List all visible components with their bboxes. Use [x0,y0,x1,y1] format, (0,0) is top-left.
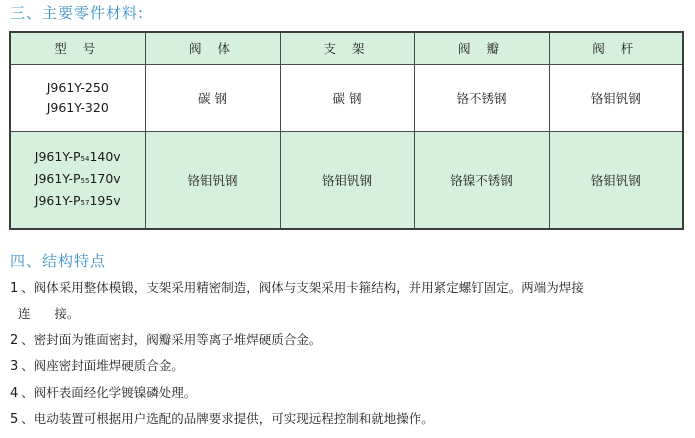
model-cell [10,131,145,229]
material-cell: 铬钼钒钢 [549,131,683,229]
materials-table [9,31,684,230]
table-row [10,131,683,229]
header-body: 阀 体 [145,32,280,64]
feature-item: 4 、阀杆表面经化学镀镍磷处理。 [10,385,197,401]
header-stem: 阀 杆 [549,32,683,64]
model-name: J961Y-250 [46,79,109,95]
feature-item: 1 、阀体采用整体模锻，支架采用精密制造，阀体与支架采用卡箍结构，并用紧定螺钉固定。两端为焊接 [10,280,584,296]
material-cell: 铬钼钒钢 [280,131,414,229]
table-header-row [10,32,683,64]
model-name: J961Y-P55170v [34,170,121,186]
feature-item: 5 、电动装置可根据用户选配的品牌要求提供，可实现远程控制和就地操作。 [10,411,434,427]
model-name: J961Y-P54140v [34,148,121,164]
table-row [10,64,683,131]
material-cell: 铬钼钒钢 [145,131,280,229]
material-cell: 铬不锈钢 [414,64,549,131]
model-name: J961Y-320 [46,99,109,115]
material-cell: 碳 钢 [280,64,414,131]
header-disc: 阀 瓣 [414,32,549,64]
section-title-materials: 三、主要零件材料: [10,4,145,22]
model-name: J961Y-P57195v [34,192,121,208]
material-cell: 铬镍不锈钢 [414,131,549,229]
feature-item: 2 、密封面为锥面密封，阀瓣采用等离子堆焊硬质合金。 [10,332,322,348]
feature-item-continuation: 连 接。 [18,306,80,321]
model-cell [10,64,145,131]
feature-item: 3 、阀座密封面堆焊硬质合金。 [10,358,184,374]
section-title-features: 四、结构特点 [10,252,107,270]
header-model: 型 号 [10,32,145,64]
header-bracket: 支 架 [280,32,414,64]
material-cell: 铬钼钒钢 [549,64,683,131]
material-cell: 碳 钢 [145,64,280,131]
